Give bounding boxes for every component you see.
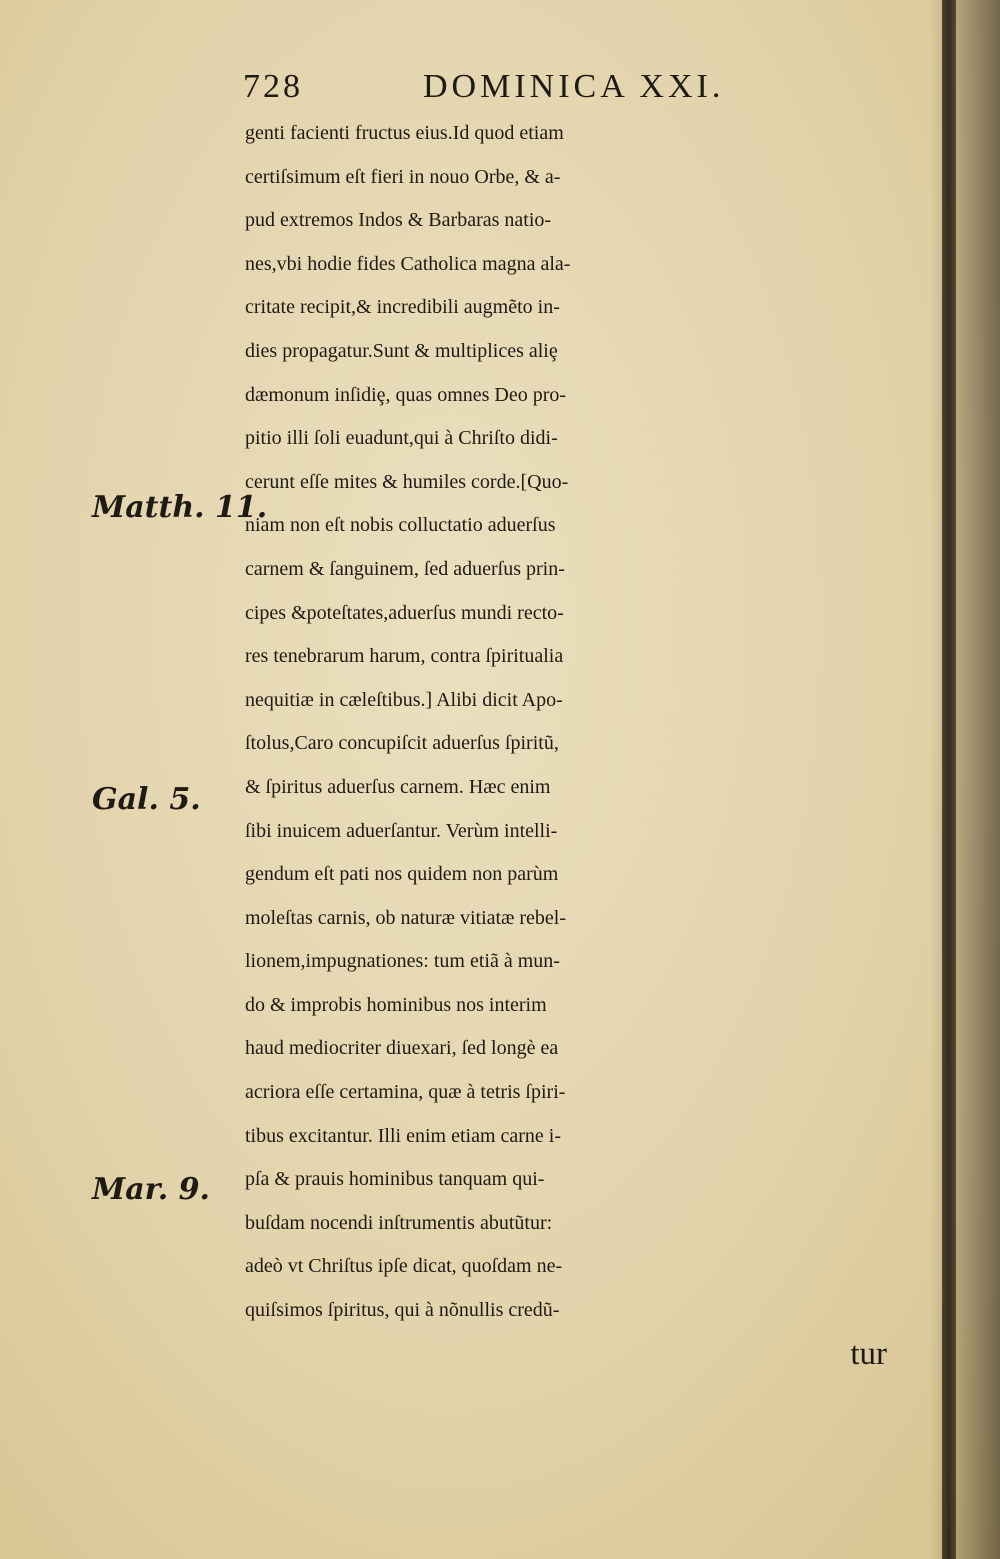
page-number: 728	[243, 68, 303, 105]
text-line: res tenebrarum harum, contra ſpiritualia	[245, 645, 564, 668]
margin-note-galatians: Gal. 5.	[92, 782, 201, 817]
margin-note-matthew: Matth. 11.	[92, 490, 268, 525]
text-line: niam non eſt nobis colluctatio aduerſus	[245, 514, 556, 537]
text-line: haud mediocriter diuexari, ſed longè ea	[245, 1037, 559, 1060]
text-line: carnem & ſanguinem, ſed aduerſus prin-	[245, 557, 565, 580]
text-line: pud extremos Indos & Barbaras natio-	[245, 209, 552, 232]
text-line: quiſsimos ſpiritus, qui à nõnullis credũ-	[245, 1299, 560, 1322]
text-line: & ſpiritus aduerſus carnem. Hæc enim	[245, 775, 551, 798]
text-line: genti facienti fructus eius.Id quod etiam	[245, 122, 564, 144]
text-line: pſa & prauis hominibus tanquam qui-	[245, 1168, 545, 1191]
book-gutter	[942, 0, 956, 1559]
text-line: dæmonum inſidiȩ, quas omnes Deo pro-	[245, 383, 567, 406]
catchword: tur	[850, 1335, 887, 1372]
body-text	[245, 112, 905, 1376]
running-head	[243, 68, 903, 114]
text-line: do & improbis hominibus nos interim	[245, 993, 547, 1016]
text-line: adeò vt Chriſtus ipſe dicat, quoſdam ne-	[245, 1255, 563, 1278]
text-line: cerunt eſſe mites & humiles corde.[Quo-	[245, 470, 569, 493]
spine-shadow	[930, 0, 1000, 1559]
text-line: ſibi inuicem aduerſantur. Verùm intelli-	[245, 819, 558, 842]
text-line: ſtolus,Caro concupiſcit aduerſus ſpiritũ,	[245, 732, 559, 755]
text-line: gendum eſt pati nos quidem non parùm	[245, 863, 559, 886]
page-title: DOMINICA XXI.	[423, 68, 725, 105]
text-line: pitio illi ſoli euadunt,qui à Chriſto didi-	[245, 427, 558, 450]
margin-note-mark: Mar. 9.	[92, 1172, 210, 1207]
text-line: nes,vbi hodie fides Catholica magna ala-	[245, 252, 571, 275]
text-line: cipes &poteſtates,aduerſus mundi recto-	[245, 601, 564, 624]
text-line: critate recipit,& incredibili augmẽto in-	[245, 296, 560, 319]
text-line: lionem,impugnationes: tum etiã à mun-	[245, 950, 560, 973]
text-line: dies propagatur.Sunt & multiplices aliȩ	[245, 339, 558, 362]
text-line: buſdam nocendi inſtrumentis abutũtur:	[245, 1211, 553, 1234]
text-line: nequitiæ in cæleſtibus.] Alibi dicit Apo-	[245, 688, 563, 711]
text-line: acriora eſſe certamina, quæ à tetris ſpiri-	[245, 1081, 566, 1104]
text-line: moleſtas carnis, ob naturæ vitiatæ rebel-	[245, 906, 567, 929]
text-line: certiſsimum eſt fieri in nouo Orbe, & a-	[245, 165, 561, 188]
text-line: tibus excitantur. Illi enim etiam carne i-	[245, 1124, 562, 1147]
